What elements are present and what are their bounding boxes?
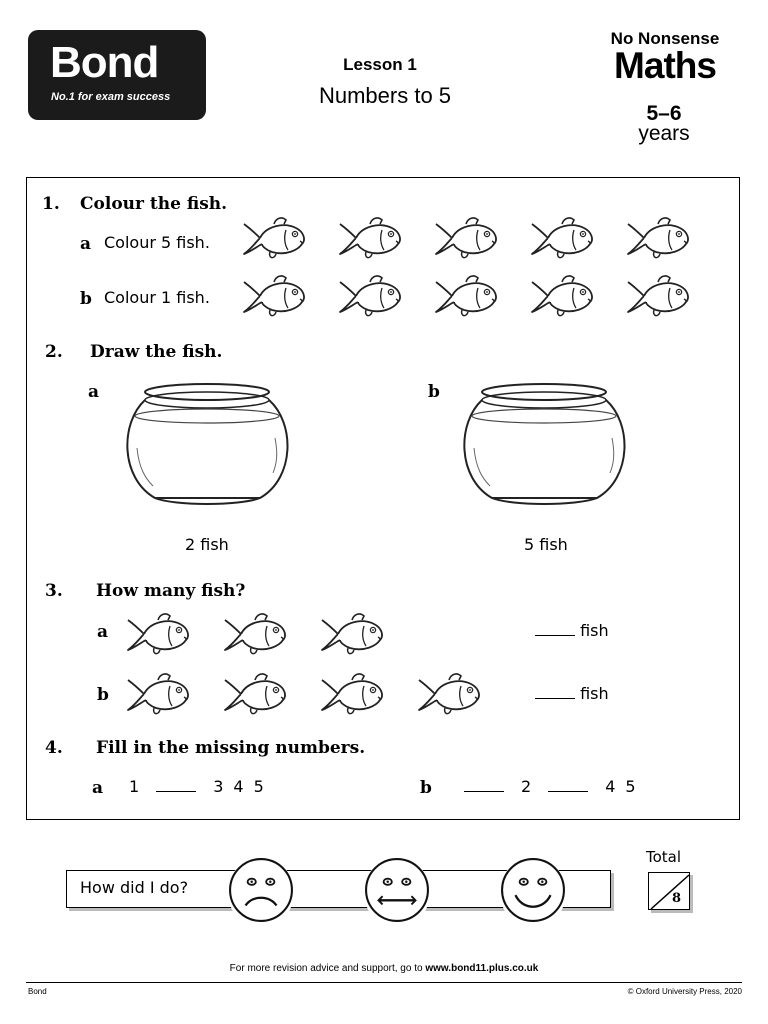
q4b-number-3: 4 [605,777,616,796]
total-slash-icon [649,873,691,911]
q4-number: 4. [45,738,63,758]
q4a-number-3: 4 [233,777,244,796]
q4a-number-0: 1 [129,777,140,796]
q1-number: 1. [42,194,60,214]
q4b-number-1: 2 [521,777,532,796]
footer-copyright: © Oxford University Press, 2020 [627,987,742,996]
q1b-fish-icon[interactable] [336,272,404,327]
q3-number: 3. [45,581,63,601]
total-score-box[interactable] [648,872,690,910]
q3b-answer-blank[interactable] [535,697,575,699]
q1a-fish-icon[interactable] [624,214,692,269]
q4a-sequence [124,777,269,796]
lesson-title: Numbers to 5 [318,83,452,108]
q4b-blank-0[interactable] [464,790,504,792]
q4a-number-2: 3 [213,777,224,796]
q3a-answer-unit: fish [580,621,609,640]
q3b-fish-icon[interactable] [318,670,386,725]
q4b-sequence [452,777,641,796]
q1b-text: Colour 1 fish. [104,288,210,307]
bond-tagline: No.1 for exam success [51,91,171,103]
self-assessment-prompt: How did I do? [80,878,189,897]
q3b-fish-icon[interactable] [415,670,483,725]
q2a-label: a [88,382,100,402]
footer-url[interactable]: www.bond11.plus.co.uk [425,963,539,974]
q1a-text: Colour 5 fish. [104,233,210,252]
series-name: No Nonsense [610,29,720,48]
q4a-number-4: 5 [253,777,264,796]
neutral-face-icon[interactable] [364,857,430,928]
footer-advice [0,963,768,974]
footer-divider [26,982,742,983]
q4a-blank-1[interactable] [156,790,196,792]
footer-brand: Bond [28,987,47,996]
q1a-fish-icon[interactable] [336,214,404,269]
age-unit: years [638,122,690,145]
q3b-label: b [97,685,109,705]
q1a-fish-icon[interactable] [240,214,308,269]
q4b-blank-2[interactable] [548,790,588,792]
q3a-fish-icon[interactable] [124,610,192,665]
fishbowl-icon [115,378,300,513]
q2b-caption: 5 fish [524,535,568,554]
q2b-label: b [428,382,440,402]
q3a-fish-icon[interactable] [221,610,289,665]
q3a-answer[interactable] [535,621,609,640]
fishbowl-b[interactable] [452,378,637,518]
q2a-caption: 2 fish [185,535,229,554]
bond-logo-text: Bond [50,38,159,87]
q4b-label: b [420,778,432,798]
q1b-fish-icon[interactable] [240,272,308,327]
q1b-fish-icon[interactable] [528,272,596,327]
q3a-fish-icon[interactable] [318,610,386,665]
q1b-fish-icon[interactable] [432,272,500,327]
q1a-fish-icon[interactable] [528,214,596,269]
q3b-fish-icon[interactable] [221,670,289,725]
total-max: 8 [672,891,682,906]
q1a-label: a [80,234,92,254]
total-label: Total [646,848,682,866]
q2-title: Draw the fish. [90,342,223,362]
q3b-fish-icon[interactable] [124,670,192,725]
age-range: 5–6 [646,102,682,125]
q4b-number-4: 5 [625,777,636,796]
subject-name: Maths [614,45,716,86]
q1b-fish-icon[interactable] [624,272,692,327]
lesson-label: Lesson 1 [343,55,417,74]
q3-title: How many fish? [96,581,246,601]
footer-advice-text: For more revision advice and support, go to [229,963,423,974]
sad-face-icon[interactable] [228,857,294,928]
q3b-answer[interactable] [535,684,609,703]
q1a-fish-icon[interactable] [432,214,500,269]
q3a-answer-blank[interactable] [535,634,575,636]
q2-number: 2. [45,342,63,362]
fishbowl-a[interactable] [115,378,300,518]
q3b-answer-unit: fish [580,684,609,703]
q3a-label: a [97,622,109,642]
happy-face-icon[interactable] [500,857,566,928]
q1b-label: b [80,289,92,309]
q4a-label: a [92,778,104,798]
q4-title: Fill in the missing numbers. [96,738,366,758]
q1-title: Colour the fish. [80,194,228,214]
fishbowl-icon [452,378,637,513]
